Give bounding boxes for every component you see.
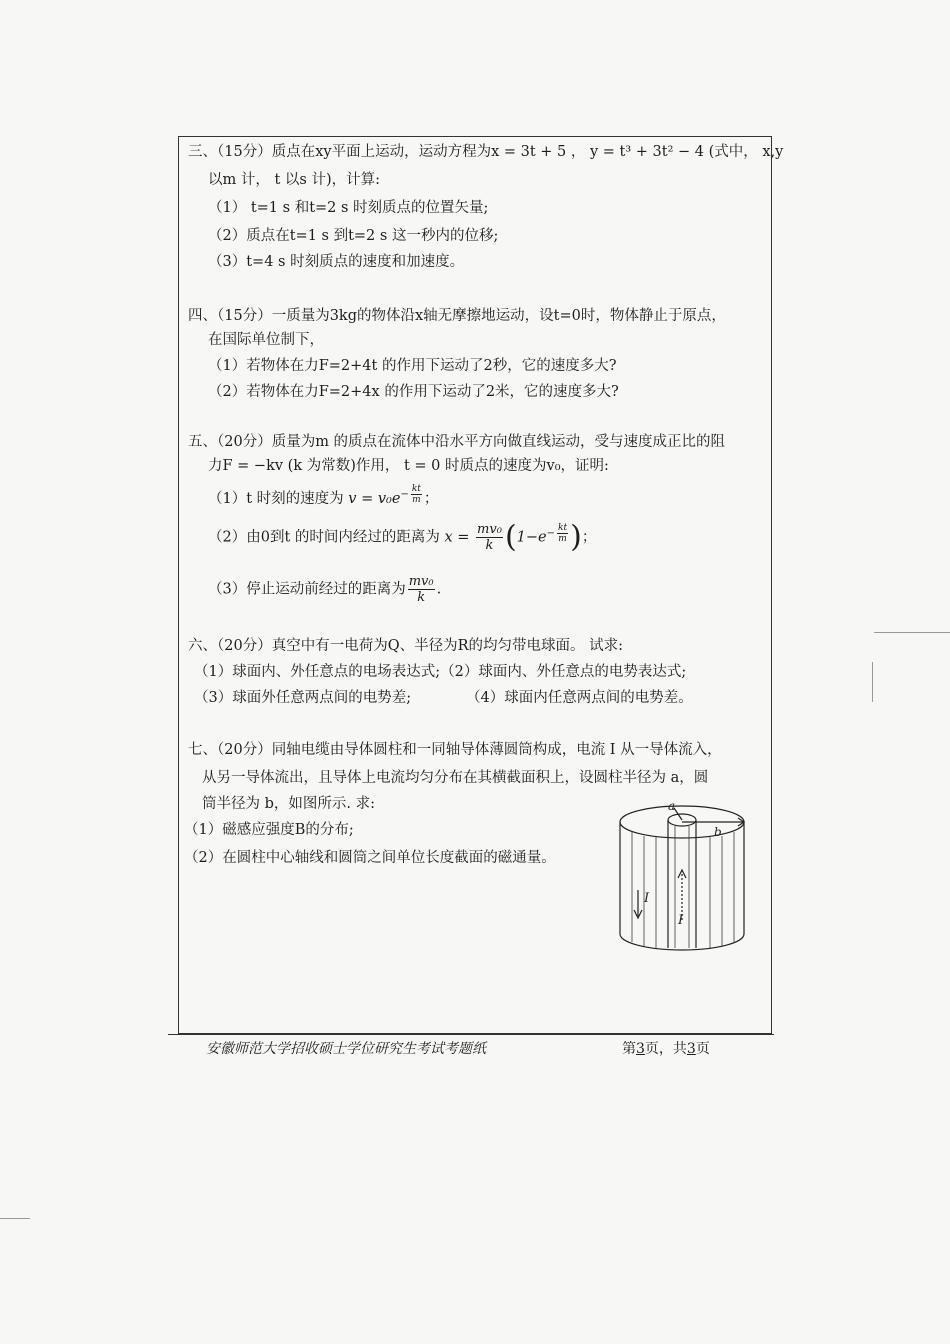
footer-current-page: 3 [636, 1041, 645, 1057]
q5-item2-frac-den: k [485, 538, 494, 553]
q5-item1 [208, 484, 438, 509]
q5-item1-suffix: ； [423, 490, 439, 507]
q5-item3-suffix: . [436, 581, 442, 598]
q5-item2-prefix: （2）由0到t 的时间内经过的距离为 [208, 529, 440, 546]
q4-item2: （2）若物体在力F=2+4x 的作用下运动了2米，它的速度多大? [208, 384, 619, 400]
q4-line1: 四、（15分）一质量为3kg的物体沿x轴无摩擦地运动，设t=0时，物体静止于原点， [188, 308, 726, 324]
q5-item2 [208, 519, 597, 555]
footer-page-mid: 页，共 [644, 1041, 687, 1057]
figure-label-inner-current: I [678, 913, 684, 928]
figure-label-b: b [714, 825, 722, 839]
scan-mark-right-vertical [872, 662, 873, 702]
q3-item1: （1） t=1 s 和t=2 s 时刻质点的位置矢量; [208, 200, 489, 216]
q5-line1: 五、（20分）质量为m 的质点在流体中沿水平方向做直线运动，受与速度成正比的阻 [188, 434, 726, 450]
footer-total-pages: 3 [686, 1041, 696, 1057]
q7-line1: 七、（20分）同轴电缆由导体圆柱和一同轴导体薄圆筒构成，电流 I 从一导体流入， [188, 742, 722, 758]
q6-item1: （1）球面内、外任意点的电场表达式;（2）球面内、外任意点的电势表达式; [194, 664, 687, 680]
coaxial-cable-figure [610, 800, 760, 956]
q5-item3 [208, 574, 441, 605]
q6-line1: 六、（20分）真空中有一电荷为Q、半径为R的均匀带电球面。 试求: [188, 638, 623, 654]
q5-item2-exp-num: kt [558, 522, 568, 533]
q5-item2-fraction [476, 522, 503, 553]
footer-page-prefix: 第 [622, 1041, 636, 1057]
q7-item1: （1）磁感应强度B的分布; [184, 822, 354, 838]
q7-item2: （2）在圆柱中心轴线和圆筒之间单位长度截面的磁通量。 [184, 850, 556, 866]
q5-item2-suffix: ； [581, 529, 597, 546]
q6-item3: （3）球面外任意两点间的电势差; [194, 690, 412, 706]
q7-line3: 筒半径为 b，如图所示. 求: [202, 796, 375, 812]
q4-line2: 在国际单位制下， [208, 332, 324, 348]
footer-rule [168, 1034, 774, 1035]
q5-item3-fraction [408, 574, 435, 605]
scan-mark-left [0, 1218, 30, 1219]
q5-item3-prefix: （3）停止运动前经过的距离为 [208, 581, 406, 598]
q3-line1: 三、（15分）质点在xy平面上运动，运动方程为x = 3t + 5 ， y = t³ + 3t² − 4 (式中， x,y [188, 144, 784, 160]
q5-item2-left-paren: ( [504, 519, 517, 555]
q5-item2-frac-num: mv₀ [477, 522, 502, 537]
q5-item3-frac-den: k [417, 590, 426, 605]
figure-label-a: a [668, 800, 676, 813]
outer-cylinder-bottom [620, 934, 744, 950]
q5-item2-exp-den: m [558, 533, 567, 544]
q5-item2-exponent: − kt m [546, 522, 568, 544]
q5-item2-lhs: x = [444, 529, 470, 546]
footer-university: 安徽师范大学招收硕士学位研究生考试考题纸 [206, 1041, 486, 1057]
q5-item1-formula: v = v₀e [348, 490, 401, 507]
q3-item3: （3）t=4 s 时刻质点的速度和加速度。 [208, 254, 465, 270]
q6-item4: （4）球面内任意两点间的电势差。 [466, 690, 693, 706]
q5-item2-right-paren: ) [570, 519, 582, 555]
q3-line2: 以m 计， t 以s 计)，计算: [208, 172, 380, 188]
q5-item1-exponent: − kt m [400, 484, 421, 505]
footer-page-suffix: 页 [695, 1041, 710, 1057]
q5-line2: 力F = −kv (k 为常数)作用， t = 0 时质点的速度为v₀，证明: [208, 458, 609, 474]
q5-item1-prefix: （1）t 时刻的速度为 [208, 490, 344, 507]
footer-page-number [622, 1038, 710, 1058]
q7-line2: 从另一导体流出，且导体上电流均匀分布在其横截面积上，设圆柱半径为 a，圆 [202, 770, 709, 786]
figure-label-outer-current: I [644, 891, 650, 906]
q4-item1: （1）若物体在力F=2+4t 的作用下运动了2秒，它的速度多大? [208, 358, 617, 374]
q5-item1-exp-num: kt [411, 484, 421, 494]
q5-item2-inner: 1−e [516, 529, 547, 546]
q3-item2: （2）质点在t=1 s 到t=2 s 这一秒内的位移; [208, 228, 499, 244]
q5-item3-frac-num: mv₀ [408, 574, 434, 589]
scan-mark-right [874, 632, 950, 633]
q5-item1-exp-den: m [412, 495, 421, 505]
